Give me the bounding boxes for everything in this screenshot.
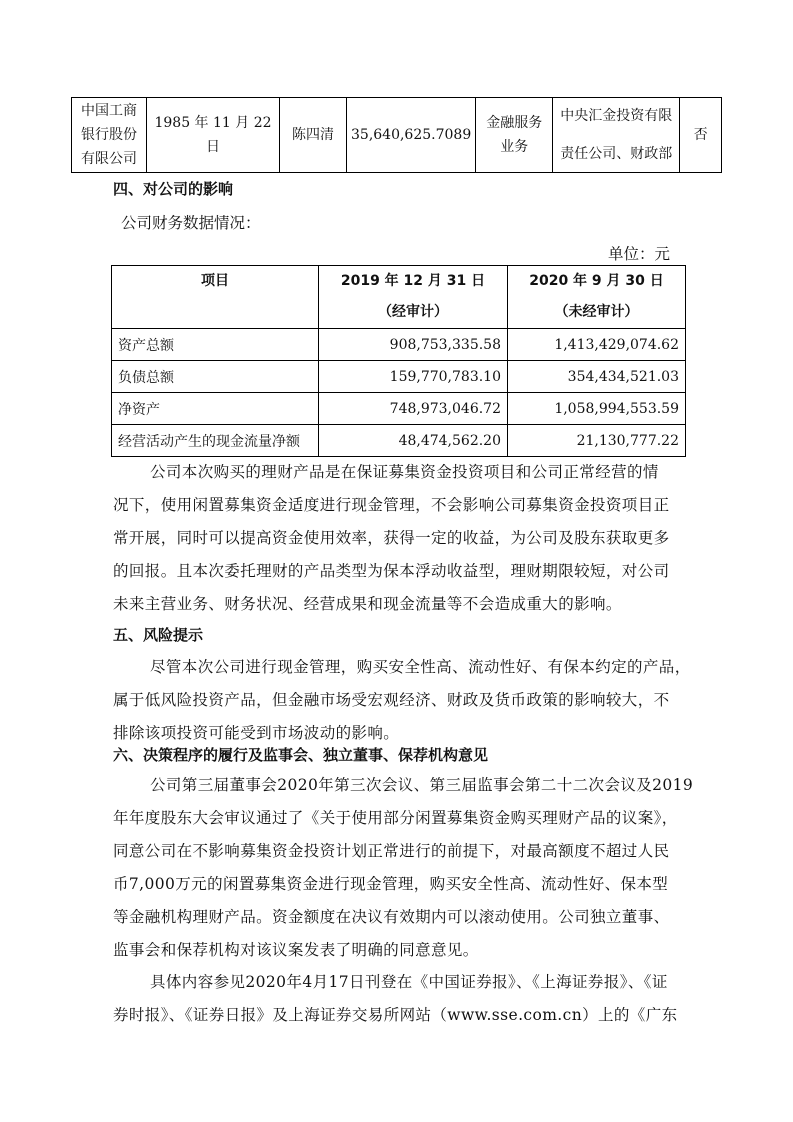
paragraph-line: 排除该项投资可能受到市场波动的影响。 — [113, 724, 400, 742]
row-value-2019: 159,770,783.10 — [319, 361, 508, 393]
col-header-2020 — [508, 266, 686, 329]
paragraph-line: 未来主营业务、财务状况、经营成果和现金流量等不会造成重大的影响。 — [113, 595, 622, 613]
established-date-cell: 1985 年 11 月 22 日 — [147, 98, 280, 173]
table-row — [72, 98, 722, 173]
related-party-table — [71, 97, 722, 173]
paragraph-line: 监事会和保荐机构对该议案发表了明确的同意意见。 — [113, 941, 479, 959]
table-row — [112, 329, 686, 361]
row-item: 经营活动产生的现金流量净额 — [112, 425, 319, 457]
paragraph-line: 公司第三届董事会2020年第三次会议、第三届监事会第二十二次会议及2019 — [150, 776, 694, 794]
paragraph-line: 公司本次购买的理财产品是在保证募集资金投资项目和公司正常经营的情 — [150, 463, 659, 481]
paragraph-line: 年年度股东大会审议通过了《关于使用部分闲置募集资金购买理财产品的议案》， — [113, 809, 678, 827]
paragraph-line: 同意公司在不影响募集资金投资计划正常进行的前提下，对最高额度不超过人民 — [113, 842, 670, 860]
row-value-2019: 48,474,562.20 — [319, 425, 508, 457]
row-item: 净资产 — [112, 393, 319, 425]
financial-table — [111, 265, 686, 457]
table-row — [112, 361, 686, 393]
col-header-2019-note: （经审计） — [378, 304, 448, 320]
paragraph-line: 尽管本次公司进行现金管理，购买安全性高、流动性好、有保本约定的产品， — [150, 658, 691, 676]
paragraph-line: 币7,000万元的闲置募集资金进行现金管理，购买安全性高、流动性好、保本型 — [113, 875, 669, 893]
legal-rep-cell: 陈四清 — [280, 98, 347, 173]
row-value-2019: 748,973,046.72 — [319, 393, 508, 425]
row-value-2020: 1,058,994,553.59 — [508, 393, 686, 425]
paragraph-line: 况下，使用闲置募集资金适度进行现金管理，不会影响公司募集资金投资项目正 — [113, 496, 670, 514]
shareholder-cell — [553, 98, 680, 173]
company-name-line: 有限公司 — [81, 151, 137, 167]
col-header-2020-line: 2020 年 9 月 30 日 — [529, 273, 664, 289]
row-value-2019: 908,753,335.58 — [319, 329, 508, 361]
section-heading: 四、对公司的影响 — [113, 180, 234, 198]
company-name-cell — [72, 98, 147, 173]
shareholder-line: 中央汇金投资有限 — [560, 108, 673, 124]
paragraph-line: 券时报》、《证券日报》及上海证券交易所网站（www.sse.com.cn）上的《广东 — [113, 1006, 678, 1024]
col-header-item: 项目 — [112, 266, 319, 329]
row-value-2020: 1,413,429,074.62 — [508, 329, 686, 361]
table-row — [112, 425, 686, 457]
table-header-row — [112, 266, 686, 329]
col-header-2020-note: （未经审计） — [554, 304, 639, 320]
section-heading: 六、决策程序的履行及监事会、独立董事、保荐机构意见 — [113, 746, 489, 764]
registered-capital-cell: 35,640,625.7089 — [347, 98, 476, 173]
section-heading: 五、风险提示 — [113, 626, 204, 644]
row-value-2020: 354,434,521.03 — [508, 361, 686, 393]
company-name-line: 中国工商 — [81, 103, 137, 119]
table-row — [112, 393, 686, 425]
row-item: 负债总额 — [112, 361, 319, 393]
paragraph-line: 属于低风险投资产品，但金融市场受宏观经济、财政及货币政策的影响较大，不 — [113, 691, 670, 709]
business-cell — [476, 98, 553, 173]
intro-text: 公司财务数据情况： — [121, 214, 261, 232]
unit-label: 单位：元 — [608, 245, 671, 263]
related-party-cell: 否 — [680, 98, 722, 173]
col-header-2019 — [319, 266, 508, 329]
business-line: 业务 — [500, 139, 529, 155]
paragraph-line: 的回报。且本次委托理财的产品类型为保本浮动收益型，理财期限较短，对公司 — [113, 562, 670, 580]
company-name-line: 银行股份 — [81, 127, 137, 143]
shareholder-line: 责任公司、财政部 — [560, 146, 673, 162]
row-item: 资产总额 — [112, 329, 319, 361]
col-header-2019-line: 2019 年 12 月 31 日 — [340, 273, 486, 289]
paragraph-line: 常开展，同时可以提高资金使用效率，获得一定的收益，为公司及股东获取更多 — [113, 529, 670, 547]
paragraph-line: 等金融机构理财产品。资金额度在决议有效期内可以滚动使用。公司独立董事、 — [113, 908, 670, 926]
paragraph-line: 具体内容参见2020年4月17日刊登在《中国证券报》、《上海证券报》、《证 — [150, 973, 668, 991]
business-line: 金融服务 — [486, 115, 543, 131]
row-value-2020: 21,130,777.22 — [508, 425, 686, 457]
